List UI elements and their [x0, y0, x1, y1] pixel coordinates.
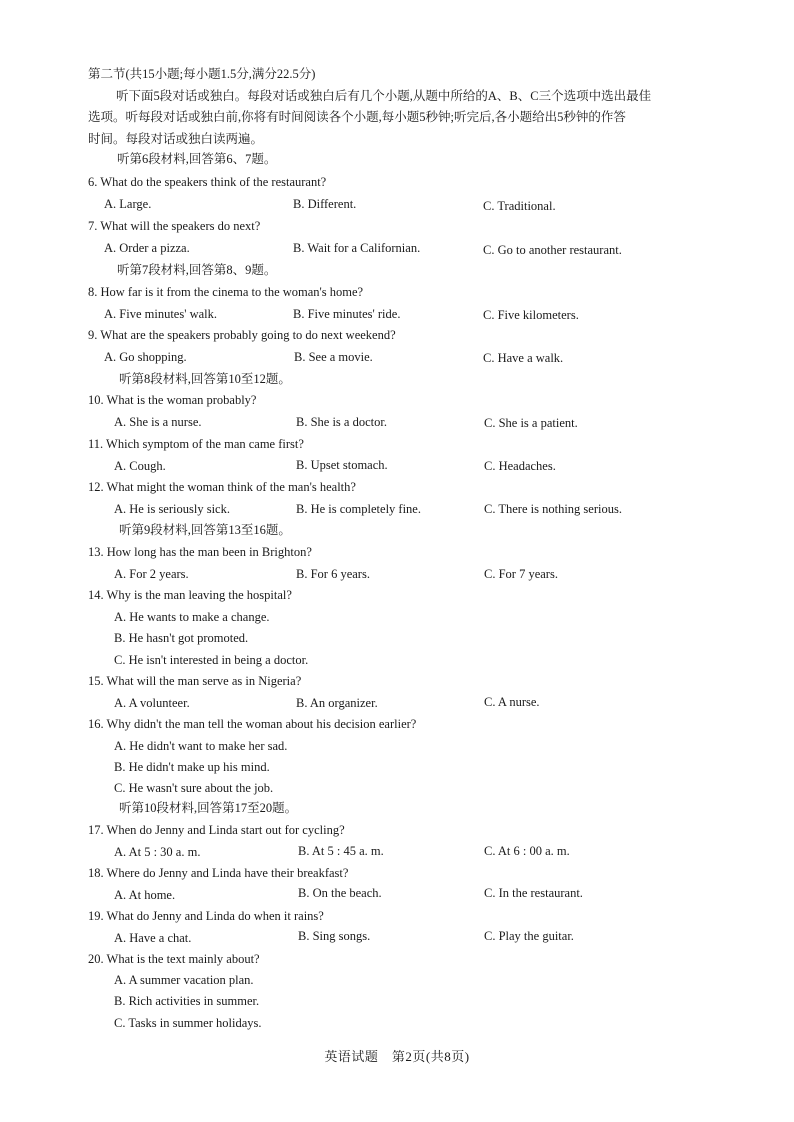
- question-17-option-a: A. At 5 : 30 a. m.: [114, 845, 201, 859]
- question-14-stem: 14. Why is the man leaving the hospital?: [88, 588, 292, 602]
- question-20-option-b: B. Rich activities in summer.: [114, 994, 260, 1008]
- instruction-line-2: 选项。听每段对话或独白前,你将有时间阅读各个小题,每小题5秒钟;听完后,各小题给出5秒钟的作答: [88, 110, 626, 124]
- question-6-stem: 6. What do the speakers think of the restaurant?: [88, 175, 327, 189]
- question-15-option-c: C. A nurse.: [484, 695, 540, 709]
- question-13-stem: 13. How long has the man been in Brighton?: [88, 545, 312, 559]
- question-10-option-b: B. She is a doctor.: [296, 415, 387, 429]
- question-8-option-a: A. Five minutes' walk.: [104, 307, 218, 321]
- question-16-option-b: B. He didn't make up his mind.: [114, 760, 270, 774]
- material-9-instruction: 听第9段材料,回答第13至16题。: [119, 523, 291, 537]
- question-19-option-c: C. Play the guitar.: [484, 929, 574, 943]
- question-16-option-c: C. He wasn't sure about the job.: [114, 781, 274, 795]
- question-12-option-b: B. He is completely fine.: [296, 502, 421, 516]
- question-15-stem: 15. What will the man serve as in Nigeria?: [88, 674, 302, 688]
- question-8-stem: 8. How far is it from the cinema to the woman's home?: [88, 285, 364, 299]
- material-8-instruction: 听第8段材料,回答第10至12题。: [119, 372, 291, 386]
- question-6-option-a: A. Large.: [104, 197, 152, 211]
- question-14-option-c: C. He isn't interested in being a doctor.: [114, 653, 309, 667]
- question-11-option-c: C. Headaches.: [484, 459, 556, 473]
- question-8-option-c: C. Five kilometers.: [483, 308, 579, 322]
- section-instructions: [88, 64, 738, 150]
- question-12-option-a: A. He is seriously sick.: [114, 502, 230, 516]
- question-18-option-b: B. On the beach.: [298, 886, 382, 900]
- question-14-option-a: A. He wants to make a change.: [114, 610, 270, 624]
- question-8-option-b: B. Five minutes' ride.: [293, 307, 401, 321]
- question-14-option-b: B. He hasn't got promoted.: [114, 631, 249, 645]
- material-7-instruction: 听第7段材料,回答第8、9题。: [117, 263, 277, 277]
- question-7-stem: 7. What will the speakers do next?: [88, 219, 261, 233]
- question-18-option-a: A. At home.: [114, 888, 176, 902]
- instruction-line-3: 时间。每段对话或独白读两遍。: [88, 131, 264, 146]
- material-6-instruction: 听第6段材料,回答第6、7题。: [117, 152, 277, 166]
- question-9-stem: 9. What are the speakers probably going to do next weekend?: [88, 328, 396, 342]
- question-16-option-a: A. He didn't want to make her sad.: [114, 739, 288, 753]
- question-11-option-a: A. Cough.: [114, 459, 166, 473]
- question-17-stem: 17. When do Jenny and Linda start out for cycling?: [88, 823, 345, 837]
- question-19-stem: 19. What do Jenny and Linda do when it rains?: [88, 909, 324, 923]
- question-7-option-c: C. Go to another restaurant.: [483, 243, 622, 257]
- question-16-stem: 16. Why didn't the man tell the woman about his decision earlier?: [88, 717, 417, 731]
- section-title: 第二节(共15小题;每小题1.5分,满分22.5分): [88, 67, 316, 81]
- question-13-option-c: C. For 7 years.: [484, 567, 558, 581]
- question-18-stem: 18. Where do Jenny and Linda have their breakfast?: [88, 866, 349, 880]
- question-9-option-a: A. Go shopping.: [104, 350, 187, 364]
- question-15-option-b: B. An organizer.: [296, 696, 378, 710]
- question-20-stem: 20. What is the text mainly about?: [88, 952, 260, 966]
- question-19-option-a: A. Have a chat.: [114, 931, 192, 945]
- question-11-option-b: B. Upset stomach.: [296, 458, 388, 472]
- question-12-stem: 12. What might the woman think of the man's health?: [88, 480, 356, 494]
- question-18-option-c: C. In the restaurant.: [484, 886, 583, 900]
- question-9-option-b: B. See a movie.: [294, 350, 373, 364]
- question-9-option-c: C. Have a walk.: [483, 351, 564, 365]
- question-7-option-a: A. Order a pizza.: [104, 241, 190, 255]
- page-footer: 英语试题 第2页(共8页): [324, 1049, 470, 1064]
- material-10-instruction: 听第10段材料,回答第17至20题。: [119, 801, 298, 815]
- question-7-option-b: B. Wait for a Californian.: [293, 241, 421, 255]
- question-12-option-c: C. There is nothing serious.: [484, 502, 622, 516]
- question-10-option-c: C. She is a patient.: [484, 416, 578, 430]
- instruction-line-1: 听下面5段对话或独白。每段对话或独白后有几个小题,从题中所给的A、B、C三个选项中选出最佳: [116, 88, 652, 103]
- question-10-option-a: A. She is a nurse.: [114, 415, 202, 429]
- question-20-option-c: C. Tasks in summer holidays.: [114, 1016, 262, 1030]
- question-13-option-b: B. For 6 years.: [296, 567, 370, 581]
- question-6-option-b: B. Different.: [293, 197, 357, 211]
- question-15-option-a: A. A volunteer.: [114, 696, 190, 710]
- question-17-option-b: B. At 5 : 45 a. m.: [298, 844, 384, 858]
- question-6-option-c: C. Traditional.: [483, 199, 556, 213]
- question-13-option-a: A. For 2 years.: [114, 567, 189, 581]
- question-11-stem: 11. Which symptom of the man came first?: [88, 437, 304, 451]
- question-10-stem: 10. What is the woman probably?: [88, 393, 257, 407]
- question-20-option-a: A. A summer vacation plan.: [114, 973, 254, 987]
- question-17-option-c: C. At 6 : 00 a. m.: [484, 844, 570, 858]
- question-19-option-b: B. Sing songs.: [298, 929, 371, 943]
